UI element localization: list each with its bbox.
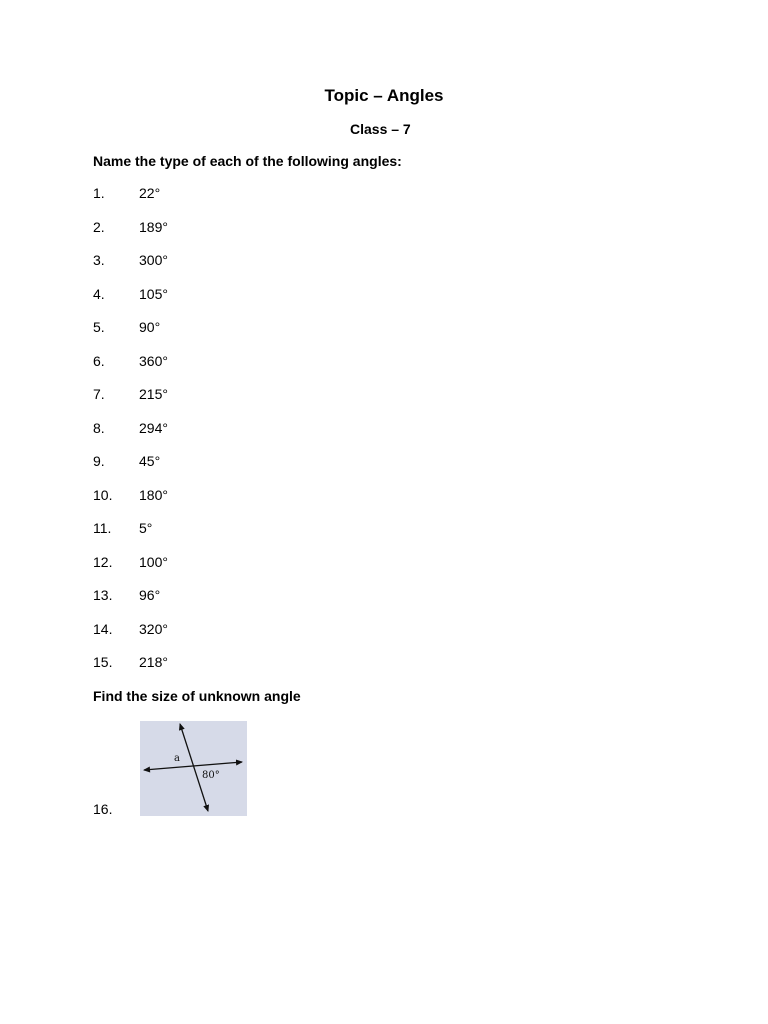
angle-value: 5° <box>139 520 153 536</box>
transversal-line <box>180 724 208 811</box>
question-number: 10. <box>93 486 113 503</box>
angle-value: 180° <box>139 486 168 503</box>
angle-diagram <box>140 721 247 816</box>
angle-value: 100° <box>139 553 168 570</box>
angle-value: 189° <box>139 218 168 235</box>
question-number: 6. <box>93 352 105 369</box>
question-number: 11. <box>93 520 112 536</box>
question-number: 8. <box>93 419 105 436</box>
section-instruction: Name the type of each of the following angles: <box>93 153 402 169</box>
angle-value: 218° <box>139 654 168 670</box>
class-label: Class – 7 <box>350 121 411 137</box>
question-number: 16. <box>93 801 113 817</box>
question-number: 15. <box>93 654 113 670</box>
known-angle-label: 80° <box>202 770 220 781</box>
question-number: 1. <box>93 185 105 201</box>
angle-value: 294° <box>139 419 168 436</box>
question-number: 9. <box>93 453 105 469</box>
unknown-angle-label: a <box>174 753 180 764</box>
angle-value: 90° <box>139 319 161 335</box>
angle-value: 300° <box>139 252 168 268</box>
angle-value: 22° <box>139 185 161 201</box>
page-title: Topic – Angles <box>324 86 444 105</box>
angle-value: 45° <box>139 453 161 469</box>
angle-value: 360° <box>139 352 168 369</box>
angle-value: 320° <box>139 620 168 637</box>
question-number: 2. <box>93 218 105 235</box>
question-number: 4. <box>93 285 105 302</box>
angle-value: 105° <box>139 285 168 302</box>
question-number: 14. <box>93 620 113 637</box>
angle-value: 215° <box>139 386 168 402</box>
question-number: 5. <box>93 319 105 335</box>
question-number: 3. <box>93 252 105 268</box>
question-number: 13. <box>93 587 113 603</box>
angle-value: 96° <box>139 587 161 603</box>
question-number: 7. <box>93 386 105 402</box>
intersecting-lines-figure <box>140 721 247 816</box>
question-number: 12. <box>93 553 113 570</box>
section-instruction: Find the size of unknown angle <box>93 688 301 704</box>
